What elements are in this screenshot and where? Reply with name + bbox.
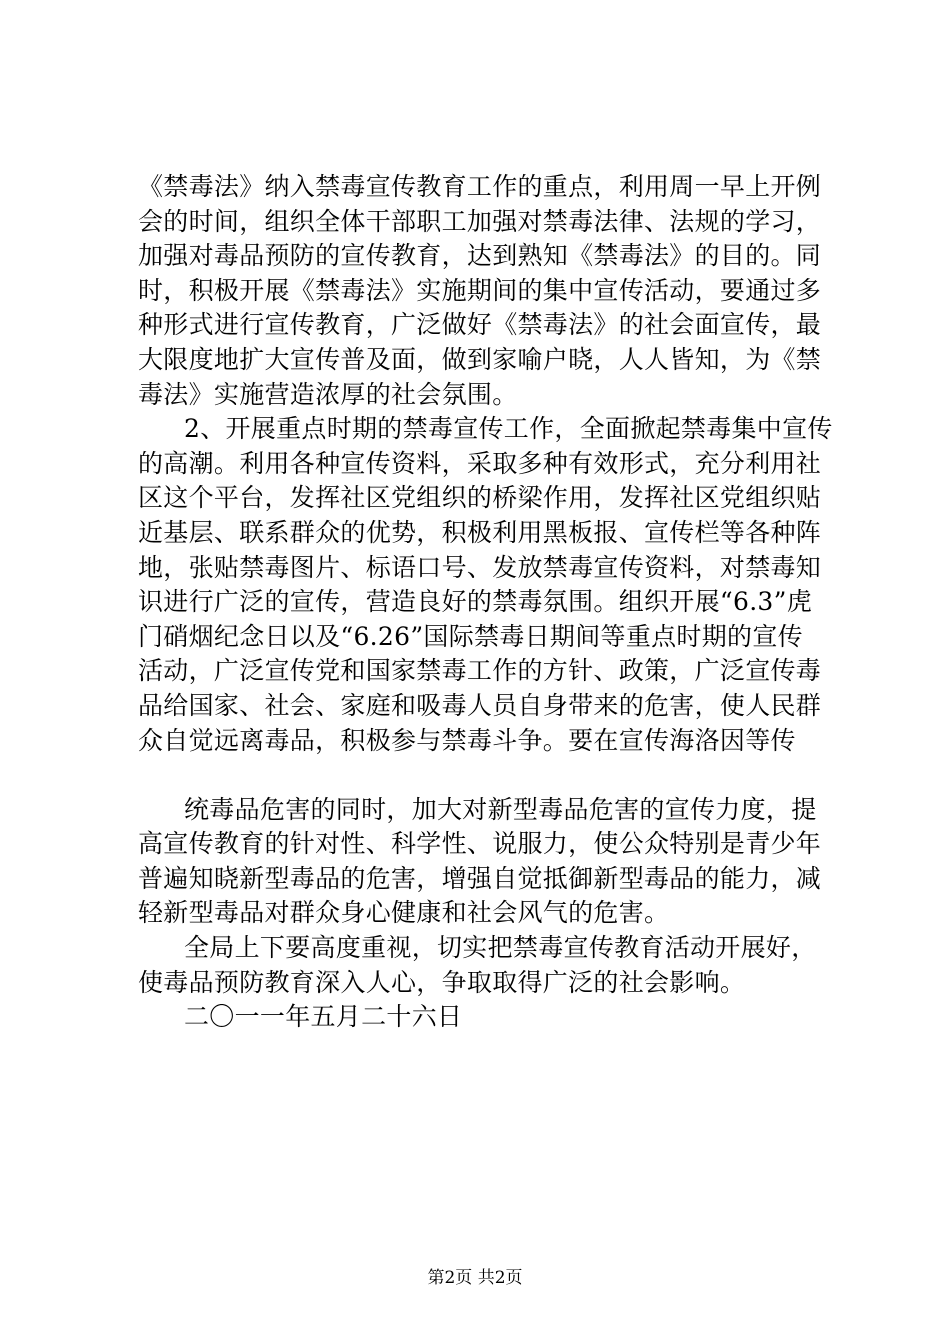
paragraph-new-drugs (138, 793, 838, 931)
text-line: 时，积极开展《禁毒法》实施期间的集中宣传活动，要通过多 (138, 275, 822, 305)
text-line: 全局上下要高度重视，切实把禁毒宣传教育活动开展好， (184, 933, 817, 963)
text-line: 《禁毒法》纳入禁毒宣传教育工作的重点，利用周一早上开例 (138, 172, 822, 201)
document-body (138, 170, 838, 1035)
text-line: 门硝烟纪念日以及“6.26”国际禁毒日期间等重点时期的宣传 (138, 621, 803, 651)
page-footer: 第2页 共2页 (427, 1268, 523, 1288)
text-line: 品给国家、社会、家庭和吸毒人员自身带来的危害，使人民群 (138, 690, 822, 720)
text-line: 众自觉远离毒品，积极参与禁毒斗争。要在宣传海洛因等传 (138, 725, 796, 755)
text-line: 使毒品预防教育深入人心，争取取得广泛的社会影响。 (138, 967, 746, 997)
text-line: 近基层、联系群众的优势，积极利用黑板报、宣传栏等各种阵 (138, 517, 822, 547)
text-line: 活动，广泛宣传党和国家禁毒工作的方针、政策，广泛宣传毒 (138, 656, 822, 686)
text-line (138, 758, 838, 793)
text-line: 大限度地扩大宣传普及面，做到家喻户晓，人人皆知，为《禁 (138, 344, 822, 374)
text-line: 高宣传教育的针对性、科学性、说服力，使公众特别是青少年 (138, 829, 822, 859)
text-line: 毒法》实施营造浓厚的社会氛围。 (138, 379, 518, 409)
text-line: 轻新型毒品对群众身心健康和社会风气的危害。 (138, 898, 670, 928)
paragraph-continued (138, 170, 838, 412)
text-line: 地，张贴禁毒图片、标语口号、发放禁毒宣传资料，对禁毒知 (138, 552, 822, 582)
text-line: 会的时间，组织全体干部职工加强对禁毒法律、法规的学习， (138, 206, 822, 236)
document-date (138, 1000, 838, 1035)
date-line: 二〇一一年五月二十六日 (184, 1002, 463, 1032)
paragraph-item-2 (138, 412, 838, 793)
text-line: 识进行广泛的宣传，营造良好的禁毒氛围。组织开展“6.3”虎 (138, 587, 813, 617)
text-line: 的高潮。利用各种宣传资料，采取多种有效形式，充分利用社 (138, 448, 822, 478)
text-line: 种形式进行宣传教育，广泛做好《禁毒法》的社会面宣传，最 (138, 310, 822, 340)
text-line: 2、开展重点时期的禁毒宣传工作，全面掀起禁毒集中宣传 (184, 414, 833, 444)
text-line: 加强对毒品预防的宣传教育，达到熟知《禁毒法》的目的。同 (138, 241, 822, 271)
text-line: 区这个平台，发挥社区党组织的桥梁作用，发挥社区党组织贴 (138, 483, 822, 513)
text-line: 普遍知晓新型毒品的危害，增强自觉抵御新型毒品的能力，减 (138, 863, 822, 893)
text-line: 统毒品危害的同时，加大对新型毒品危害的宣传力度，提 (184, 794, 817, 824)
paragraph-closing (138, 931, 838, 1000)
